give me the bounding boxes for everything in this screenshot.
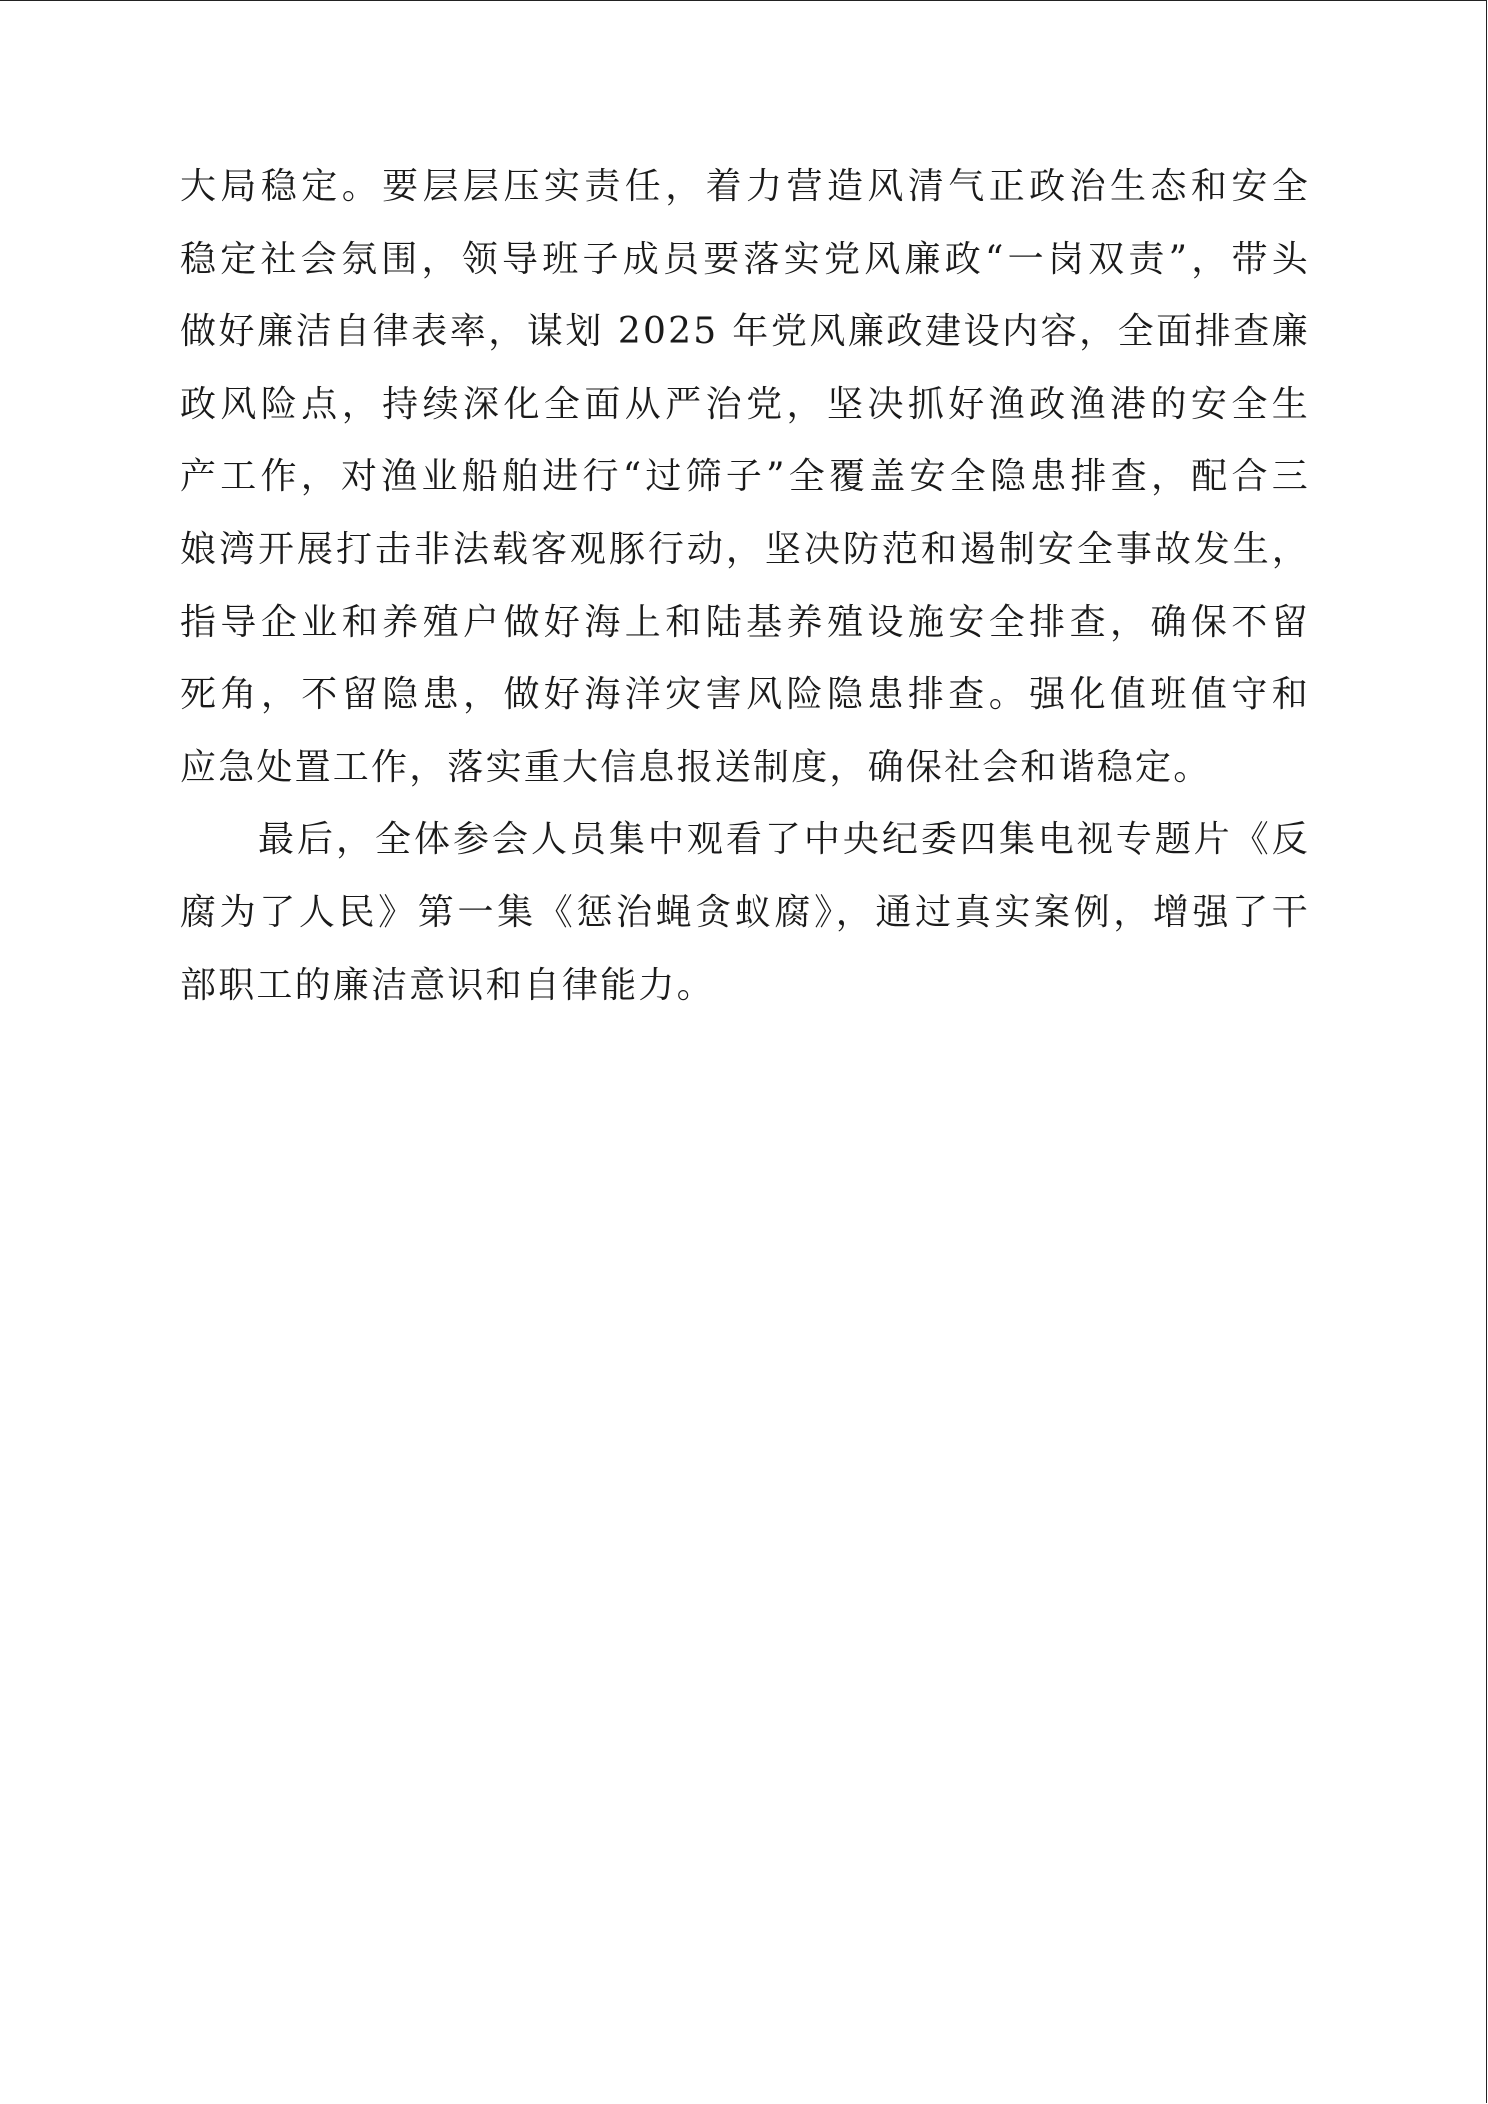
text-line: 腐为了人民》第一集《惩治蝇贪蚁腐》，通过真实案例，增强了干 <box>180 891 1310 933</box>
text-line: 大局稳定。要层层压实责任，着力营造风清气正政治生态和安全 <box>180 166 1310 207</box>
text-line: 指导企业和养殖户做好海上和陆基养殖设施安全排查，确保不留 <box>180 601 1310 643</box>
text-line: 产工作，对渔业船舶进行“过筛子”全覆盖安全隐患排查，配合三 <box>180 456 1310 498</box>
text-line: 做好廉洁自律表率，谋划 2025 年党风廉政建设内容，全面排查廉 <box>180 311 1310 353</box>
text-line: 部职工的廉洁意识和自律能力。 <box>180 964 715 1006</box>
text-line: 应急处置工作，落实重大信息报送制度，确保社会和谐稳定。 <box>180 746 1212 788</box>
text-line: 稳定社会氛围，领导班子成员要落实党风廉政“一岗双责”，带头 <box>180 238 1310 280</box>
paragraph-2 <box>180 804 1310 1022</box>
document-body <box>180 151 1310 1022</box>
text-line: 政风险点，持续深化全面从严治党，坚决抓好渔政渔港的安全生 <box>180 383 1310 425</box>
text-line: 娘湾开展打击非法载客观豚行动，坚决防范和遏制安全事故发生， <box>180 528 1310 570</box>
paragraph-1 <box>180 151 1310 804</box>
text-line: 最后，全体参会人员集中观看了中央纪委四集电视专题片《反 <box>258 819 1310 861</box>
text-line: 死角，不留隐患，做好海洋灾害风险隐患排查。强化值班值守和 <box>180 674 1310 716</box>
